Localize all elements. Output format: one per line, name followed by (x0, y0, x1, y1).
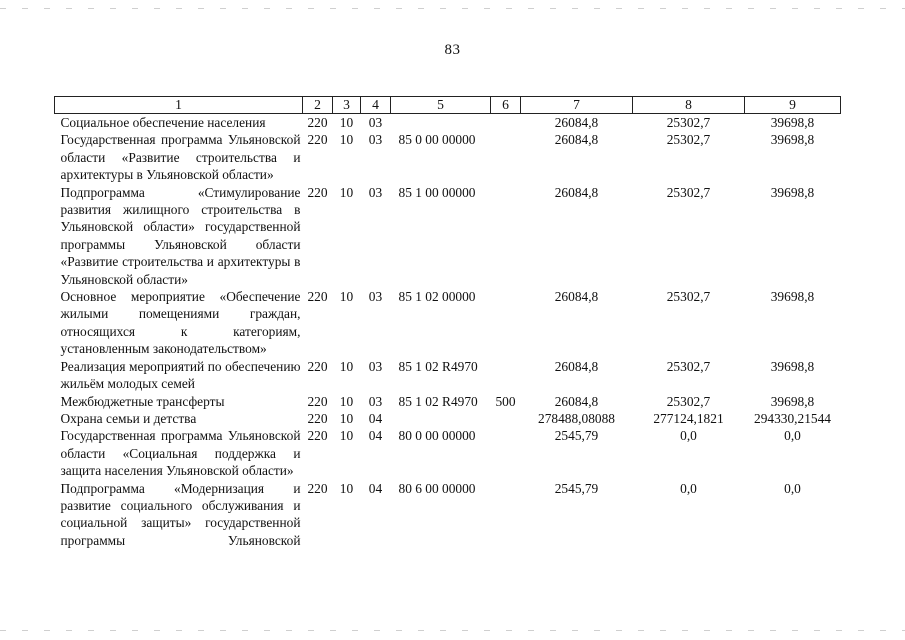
row-target-article: 85 1 02 00000 (398, 289, 476, 305)
row-amount-col7: 2545,79 (554, 428, 599, 444)
table-row (55, 393, 841, 410)
row-section: 10 (339, 132, 354, 148)
row-name: Основное мероприятие «Обеспечение жилыми помещениями граждан, относящихся к категориям, установленным законодательством» (60, 289, 301, 357)
budget-table (54, 96, 841, 549)
table-row (55, 114, 841, 132)
row-section: 10 (339, 289, 354, 305)
table-row (55, 427, 841, 479)
row-amount-col7: 26084,8 (554, 115, 599, 130)
row-target-article: 85 1 02 R4970 (398, 358, 478, 374)
row-expense-type (491, 184, 521, 288)
row-amount-col8: 25302,7 (666, 184, 711, 200)
row-amount-col8: 0,0 (680, 480, 697, 496)
row-admin-code: 220 (307, 289, 328, 305)
row-amount-col7: 2545,79 (554, 480, 599, 496)
row-name: Подпрограмма «Модернизация и развитие социального обслуживания и социальной защиты» государственной программы Ульяновской (60, 480, 301, 548)
row-subsection: 04 (368, 480, 383, 496)
row-expense-type (491, 131, 521, 183)
row-amount-col8: 277124,1821 (653, 410, 724, 426)
row-target-article (391, 114, 491, 132)
row-amount-col8: 25302,7 (666, 393, 711, 409)
row-name: Государственная программа Ульяновской области «Развитие строительства и архитектуры в Ульяновской области» (60, 132, 301, 183)
table-row (55, 410, 841, 427)
row-amount-col9: 39698,8 (770, 132, 815, 148)
header-col-9: 9 (745, 97, 841, 114)
row-amount-col9: 0,0 (784, 428, 801, 444)
row-amount-col7: 26084,8 (554, 184, 599, 200)
row-subsection: 03 (368, 184, 383, 200)
table-row (55, 288, 841, 358)
row-amount-col9: 294330,21544 (754, 410, 831, 426)
row-expense-type (491, 288, 521, 358)
row-amount-col9: 39698,8 (770, 115, 815, 130)
row-amount-col7: 26084,8 (554, 289, 599, 305)
row-subsection: 04 (368, 428, 383, 444)
scan-edge-bottom (0, 630, 905, 631)
row-section: 10 (339, 393, 354, 409)
row-target-article: 85 1 02 R4970 (398, 393, 478, 409)
row-target-article: 80 6 00 00000 (398, 480, 476, 496)
row-expense-type (491, 114, 521, 132)
row-expense-type (491, 427, 521, 479)
row-amount-col8: 25302,7 (666, 289, 711, 305)
row-amount-col7: 26084,8 (554, 393, 599, 409)
page-number: 83 (444, 42, 461, 58)
row-amount-col8: 0,0 (680, 428, 697, 444)
row-admin-code: 220 (307, 115, 328, 130)
header-col-8: 8 (633, 97, 745, 114)
row-name: Межбюджетные трансферты (60, 393, 225, 409)
row-target-article: 85 0 00 00000 (398, 132, 476, 148)
row-expense-type: 500 (495, 393, 516, 409)
table-row (55, 480, 841, 550)
row-admin-code: 220 (307, 480, 328, 496)
row-subsection: 03 (368, 358, 383, 374)
row-admin-code: 220 (307, 132, 328, 148)
row-subsection: 03 (368, 132, 383, 148)
row-expense-type (491, 410, 521, 427)
row-section: 10 (339, 410, 354, 426)
row-name: Реализация мероприятий по обеспечению жильём молодых семей (60, 358, 301, 392)
table-row (55, 184, 841, 288)
row-admin-code: 220 (307, 428, 328, 444)
row-expense-type (491, 480, 521, 550)
table-row (55, 358, 841, 393)
row-admin-code: 220 (307, 410, 328, 426)
row-amount-col7: 278488,08088 (538, 410, 615, 426)
row-subsection: 03 (368, 393, 383, 409)
row-subsection: 04 (368, 410, 383, 426)
scan-edge-top (0, 8, 905, 9)
header-col-1: 1 (55, 97, 303, 114)
row-amount-col8: 25302,7 (666, 132, 711, 148)
row-amount-col8: 25302,7 (666, 358, 711, 374)
row-amount-col9: 39698,8 (770, 184, 815, 200)
header-col-5: 5 (391, 97, 491, 114)
row-target-article: 85 1 00 00000 (398, 184, 476, 200)
header-col-7: 7 (521, 97, 633, 114)
row-amount-col9: 0,0 (784, 480, 801, 496)
row-name: Социальное обеспечение населения (60, 115, 266, 130)
row-amount-col9: 39698,8 (770, 358, 815, 374)
header-row (55, 97, 841, 114)
row-section: 10 (339, 115, 354, 130)
row-admin-code: 220 (307, 358, 328, 374)
row-section: 10 (339, 184, 354, 200)
row-amount-col9: 39698,8 (770, 393, 815, 409)
table-row (55, 131, 841, 183)
row-name: Подпрограмма «Стимулирование развития жилищного строительства в Ульяновской области» государственной программы Ульяновской области «Развитие строительства и архитектуры в Ульяновской области» (60, 184, 301, 287)
header-col-6: 6 (491, 97, 521, 114)
row-expense-type (491, 358, 521, 393)
row-section: 10 (339, 480, 354, 496)
row-target-article (391, 410, 491, 427)
row-subsection: 03 (368, 115, 383, 130)
header-col-2: 2 (303, 97, 333, 114)
header-col-3: 3 (333, 97, 361, 114)
row-target-article: 80 0 00 00000 (398, 428, 476, 444)
row-section: 10 (339, 428, 354, 444)
row-admin-code: 220 (307, 393, 328, 409)
header-col-4: 4 (361, 97, 391, 114)
row-amount-col9: 39698,8 (770, 289, 815, 305)
row-name: Охрана семьи и детства (60, 410, 197, 426)
row-name: Государственная программа Ульяновской области «Социальная поддержка и защита населения Ульяновской области» (60, 428, 301, 479)
row-amount-col7: 26084,8 (554, 132, 599, 148)
row-subsection: 03 (368, 289, 383, 305)
row-admin-code: 220 (307, 184, 328, 200)
row-section: 10 (339, 358, 354, 374)
row-amount-col7: 26084,8 (554, 358, 599, 374)
row-amount-col8: 25302,7 (666, 115, 711, 130)
